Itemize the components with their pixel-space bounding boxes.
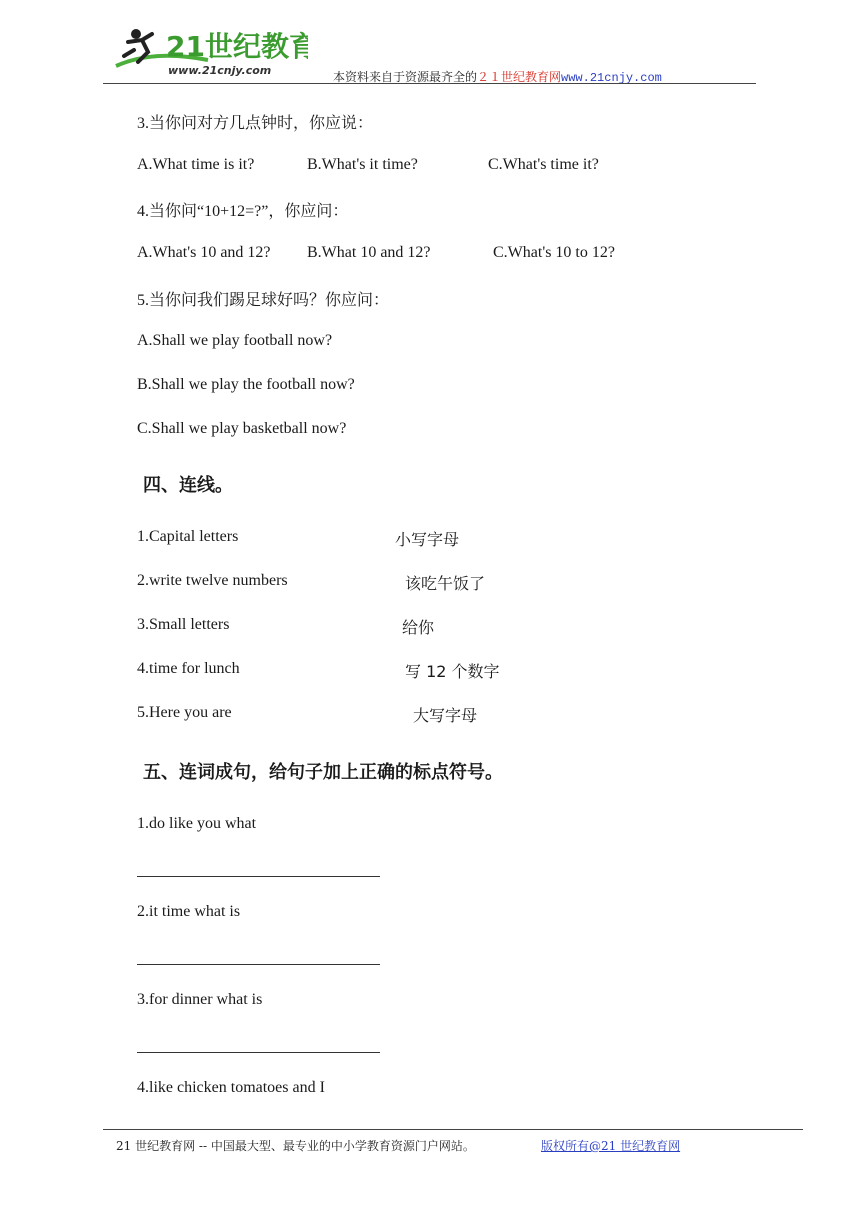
logo-text: 21世纪教育 <box>166 30 308 63</box>
logo-url: www.21cnjy.com <box>168 64 272 77</box>
footer-copyright-link[interactable]: 版权所有@21 世纪教育网 <box>541 1139 681 1153</box>
sentence-item: 4.like chicken tomatoes and I <box>137 1079 325 1096</box>
match-right-item: 大写字母 <box>413 706 478 725</box>
sentence-item: 1.do like you what <box>137 815 257 832</box>
match-left-item: 5.Here you are <box>137 704 232 721</box>
site-logo <box>108 22 308 82</box>
header-divider <box>103 83 756 84</box>
match-left-item: 2.write twelve numbers <box>137 572 288 589</box>
footer-text: 21 世纪教育网 -- 中国最大型、最专业的中小学教育资源门户网站。 <box>116 1139 475 1153</box>
match-left-item: 4.time for lunch <box>137 660 240 677</box>
header-note: 本资料来自于资源最齐全的２１世纪教育网www.21cnjy.com <box>333 70 662 85</box>
header-url[interactable]: www.21cnjy.com <box>561 71 662 85</box>
option-c: C.What's 10 to 12? <box>493 244 615 261</box>
option-b: B.What 10 and 12? <box>307 244 431 261</box>
option-a: A.Shall we play football now? <box>137 332 333 349</box>
answer-blank[interactable] <box>137 964 380 965</box>
option-c: C.What's time it? <box>488 156 599 173</box>
option-b: B.Shall we play the football now? <box>137 376 355 393</box>
match-right-item: 小写字母 <box>395 530 460 549</box>
match-left-item: 1.Capital letters <box>137 528 239 545</box>
answer-blank[interactable] <box>137 876 380 877</box>
footer-divider <box>103 1129 803 1130</box>
section-title-sentences: 五、连词成句，给句子加上正确的标点符号。 <box>143 762 503 783</box>
answer-blank[interactable] <box>137 1052 380 1053</box>
option-b: B.What's it time? <box>307 156 418 173</box>
question-stem: 4.当你问“10+12=?”，你应问： <box>137 203 349 220</box>
option-a: A.What's 10 and 12? <box>137 244 271 261</box>
option-c: C.Shall we play basketball now? <box>137 420 347 437</box>
option-a: A.What time is it? <box>137 156 255 173</box>
match-right-item: 给你 <box>402 618 435 637</box>
question-stem: 5.当你问我们踢足球好吗？你应问： <box>137 292 390 309</box>
match-right-item: 该吃午饭了 <box>405 574 486 593</box>
sentence-item: 2.it time what is <box>137 903 241 920</box>
sentence-item: 3.for dinner what is <box>137 991 263 1008</box>
section-title-matching: 四、连线。 <box>143 475 233 496</box>
question-stem: 3.当你问对方几点钟时，你应说： <box>137 115 374 132</box>
match-right-item: 写 12 个数字 <box>405 662 500 681</box>
match-left-item: 3.Small letters <box>137 616 230 633</box>
header-brand: ２１世纪教育网 <box>477 70 562 84</box>
